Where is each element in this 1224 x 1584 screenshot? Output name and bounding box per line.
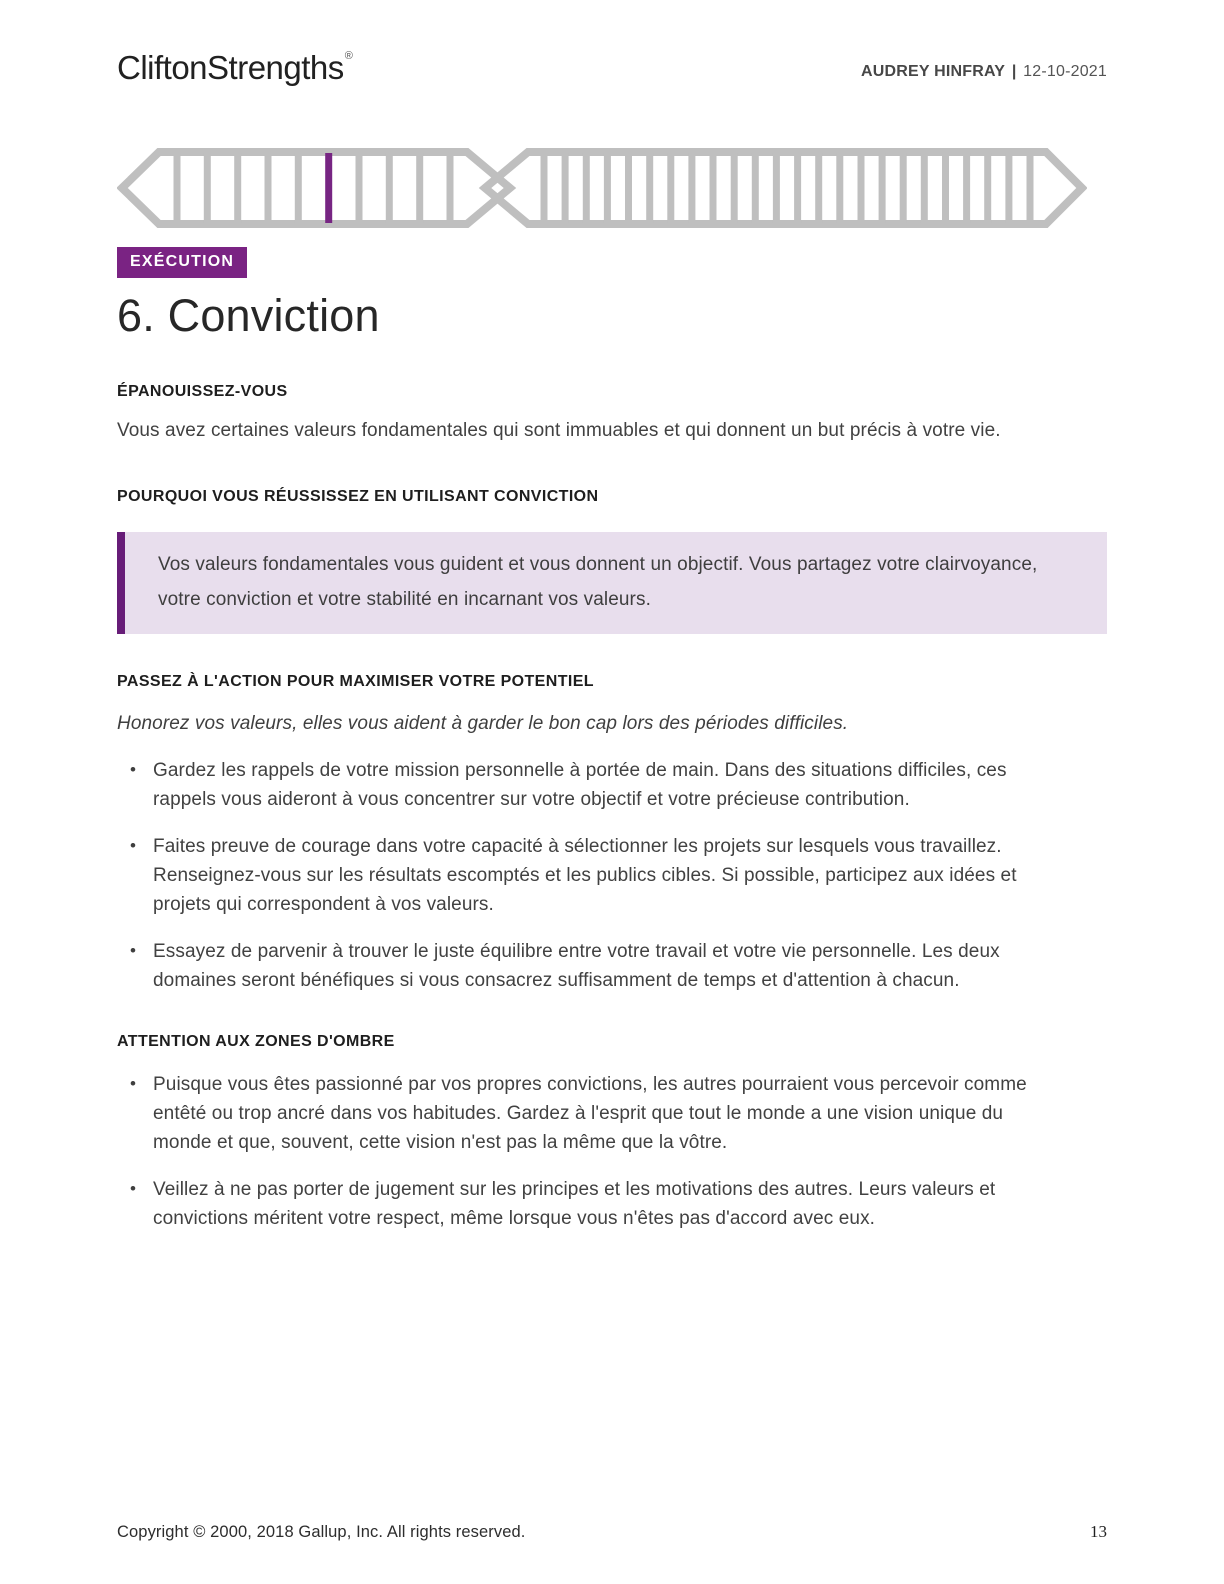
dna-strand-svg bbox=[117, 146, 1087, 230]
list-item: • Puisque vous êtes passionné par vos propres convictions, les autres pourraient vous percevoir comme entêté ou trop ancré dans vos habitudes. Gardez à l'esprit que tout le monde a une vision unique du monde et que, souvent, cette vision n'est pas la même que la vôtre. bbox=[117, 1070, 1057, 1158]
list-item: • Essayez de parvenir à trouver le juste équilibre entre votre travail et votre vie personnelle. Les deux domaines seront bénéfiques si vous consacrez suffisamment de temps et d'attention à chacun. bbox=[117, 937, 1057, 996]
logo-text: CliftonStrengths bbox=[117, 49, 344, 86]
dna-right-segment-outline bbox=[485, 152, 1082, 224]
strengths-dna-graphic bbox=[117, 146, 1087, 230]
blind-spots-list bbox=[117, 1070, 1107, 1234]
take-action-intro: Honorez vos valeurs, elles vous aident à garder le bon cap lors des périodes difficiles. bbox=[117, 713, 849, 735]
page-number: 13 bbox=[1090, 1522, 1107, 1541]
domain-badge: EXÉCUTION bbox=[117, 247, 247, 278]
take-action-list bbox=[117, 756, 1107, 996]
registered-trademark-mark: ® bbox=[344, 50, 353, 62]
section-heading-take-action: PASSEZ À L'ACTION POUR MAXIMISER VOTRE POTENTIEL bbox=[117, 673, 594, 691]
section-heading-blind-spots: ATTENTION AUX ZONES D'OMBRE bbox=[117, 1032, 395, 1050]
thrive-body: Vous avez certaines valeurs fondamentales qui sont immuables et qui donnent un but précis à votre vie. bbox=[117, 419, 1001, 441]
page-footer bbox=[117, 1522, 1107, 1542]
list-item: • Faites preuve de courage dans votre capacité à sélectionner les projets sur lesquels vous travaillez. Renseignez-vous sur les résultats escomptés et les publics cibles. Si possible, participez aux idées et projets qui correspondent à vos valeurs. bbox=[117, 832, 1057, 920]
list-item: • Veillez à ne pas porter de jugement sur les principes et les motivations des autres. Leurs valeurs et convictions méritent votre respect, même lorsque vous n'êtes pas d'accord avec eux. bbox=[117, 1175, 1057, 1234]
section-heading-why-succeed: POURQUOI VOUS RÉUSSISSEZ EN UTILISANT CONVICTION bbox=[117, 488, 599, 506]
copyright-notice: Copyright © 2000, 2018 Gallup, Inc. All rights reserved. bbox=[117, 1523, 526, 1541]
owner-separator: | bbox=[1011, 63, 1017, 80]
owner-name: AUDREY HINFRAY bbox=[860, 63, 1006, 80]
page-title: 6. Conviction bbox=[117, 290, 380, 342]
section-heading-thrive: ÉPANOUISSEZ-VOUS bbox=[117, 383, 288, 401]
clifton-strengths-logo bbox=[117, 50, 352, 86]
list-item: • Gardez les rappels de votre mission personnelle à portée de main. Dans des situations difficiles, ces rappels vous aideront à vous concentrer sur votre objectif et votre précieuse contribution. bbox=[117, 756, 1057, 815]
report-owner-info bbox=[861, 50, 1107, 81]
report-date: 12-10-2021 bbox=[1023, 63, 1107, 80]
page-header bbox=[117, 0, 1107, 86]
dna-rank-bars bbox=[174, 153, 1034, 223]
theme-quote-box: Vos valeurs fondamentales vous guident et vous donnent un objectif. Vous partagez votre clairvoyance, votre conviction et votre stabilité en incarnant vos valeurs. bbox=[117, 532, 1107, 634]
